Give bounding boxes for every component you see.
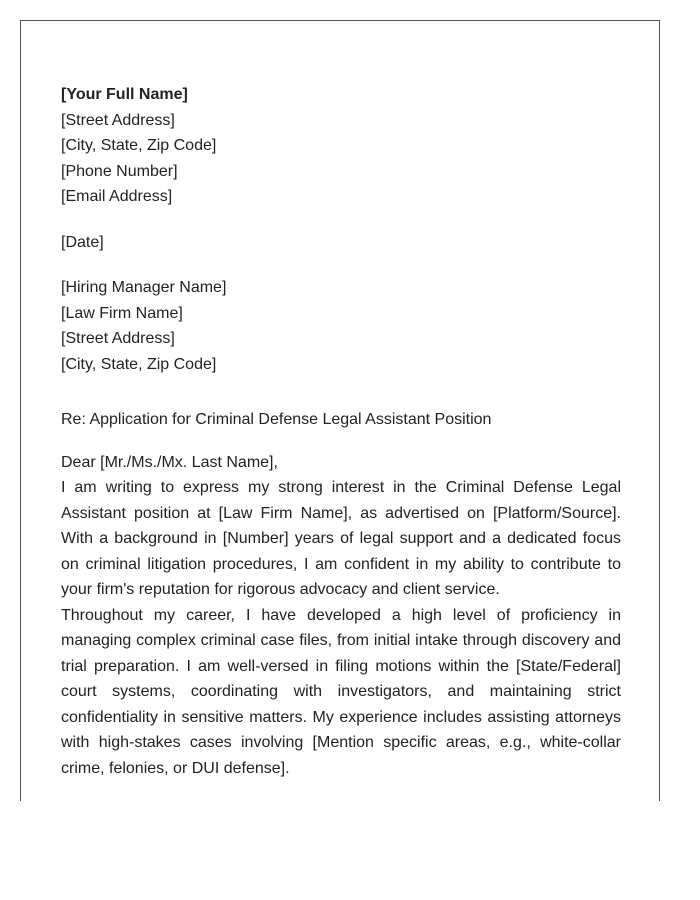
sender-street: [Street Address] bbox=[61, 111, 175, 129]
recipient-city: [City, State, Zip Code] bbox=[61, 355, 217, 373]
date-block bbox=[61, 230, 621, 256]
subject-line: Re: Application for Criminal Defense Legal Assistant Position bbox=[61, 411, 492, 428]
subject-block bbox=[61, 407, 621, 433]
recipient-street: [Street Address] bbox=[61, 330, 175, 347]
letter-page bbox=[20, 20, 660, 801]
recipient-block bbox=[61, 275, 621, 377]
letter-date: [Date] bbox=[61, 233, 104, 251]
sender-block bbox=[61, 82, 621, 210]
sender-city: [City, State, Zip Code] bbox=[61, 137, 217, 154]
sender-name: [Your Full Name] bbox=[61, 86, 188, 103]
sender-email: [Email Address] bbox=[61, 188, 173, 205]
recipient-firm: [Law Firm Name] bbox=[61, 304, 183, 322]
salutation: Dear [Mr./Ms./Mx. Last Name], bbox=[61, 453, 278, 471]
recipient-manager: [Hiring Manager Name] bbox=[61, 279, 227, 296]
letter-content bbox=[61, 82, 621, 781]
body-paragraph-1: I am writing to express my strong interest in the Criminal Defense Legal Assistant position at [Law Firm Name], as advertised on [Platform/Source]. With a background in [Number] years of legal support and a dedicated focus on criminal litigation procedures, I am confident in my ability to contribute to your firm's reputation for rigorous advocacy and client service. bbox=[61, 479, 621, 598]
salutation-block bbox=[61, 450, 621, 476]
body-paragraph-2: Throughout my career, I have developed a high level of proficiency in managing complex criminal case files, from initial intake through discovery and trial preparation. I am well-versed in filing motions within the [State/Federal] court systems, coordinating with investigators, and maintaining strict confidentiality in sensitive matters. My experience includes assisting attorneys with high-stakes cases involving [Mention specific areas, e.g., white-collar crime, felonies, or DUI defense]. bbox=[61, 606, 621, 777]
sender-phone: [Phone Number] bbox=[61, 162, 178, 180]
